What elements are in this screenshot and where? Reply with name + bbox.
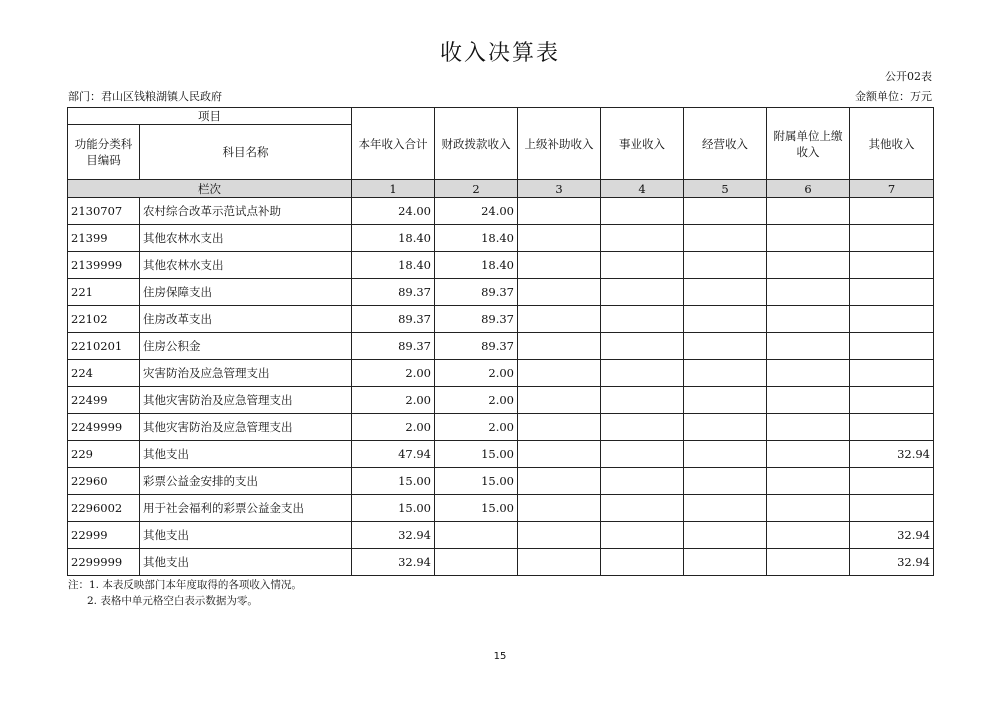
header-col-2: 财政拨款收入 — [435, 108, 518, 180]
row-name: 其他灾害防治及应急管理支出 — [140, 414, 352, 441]
row-value-col-5 — [684, 198, 767, 225]
row-name: 农村综合改革示范试点补助 — [140, 198, 352, 225]
row-value-col-7 — [850, 198, 934, 225]
row-value-col-1: 18.40 — [352, 252, 435, 279]
row-value-col-2: 89.37 — [435, 333, 518, 360]
row-value-col-1: 15.00 — [352, 468, 435, 495]
row-value-col-3 — [518, 333, 601, 360]
row-name: 其他支出 — [140, 522, 352, 549]
row-value-col-2: 24.00 — [435, 198, 518, 225]
row-value-col-7 — [850, 306, 934, 333]
header-code: 功能分类科目编码 — [68, 125, 140, 180]
row-value-col-6 — [767, 198, 850, 225]
page-number: 15 — [493, 651, 507, 662]
row-value-col-4 — [601, 468, 684, 495]
row-value-col-5 — [684, 252, 767, 279]
row-code: 2210201 — [68, 333, 140, 360]
row-value-col-6 — [767, 414, 850, 441]
row-code: 22999 — [68, 522, 140, 549]
row-code: 2296002 — [68, 495, 140, 522]
table-row — [68, 414, 934, 441]
row-code: 22499 — [68, 387, 140, 414]
income-table — [67, 107, 934, 576]
row-value-col-5 — [684, 468, 767, 495]
row-value-col-4 — [601, 387, 684, 414]
lanci-num: 4 — [601, 180, 684, 198]
row-value-col-5 — [684, 414, 767, 441]
row-value-col-6 — [767, 306, 850, 333]
row-value-col-3 — [518, 198, 601, 225]
row-code: 21399 — [68, 225, 140, 252]
row-value-col-4 — [601, 360, 684, 387]
row-value-col-2: 89.37 — [435, 279, 518, 306]
row-value-col-3 — [518, 252, 601, 279]
row-name: 住房公积金 — [140, 333, 352, 360]
row-value-col-7 — [850, 279, 934, 306]
row-value-col-4 — [601, 225, 684, 252]
lanci-num: 3 — [518, 180, 601, 198]
table-row — [68, 279, 934, 306]
table-row — [68, 198, 934, 225]
row-value-col-4 — [601, 279, 684, 306]
row-value-col-5 — [684, 306, 767, 333]
row-value-col-1: 2.00 — [352, 414, 435, 441]
row-code: 221 — [68, 279, 140, 306]
header-col-3: 上级补助收入 — [518, 108, 601, 180]
row-value-col-6 — [767, 387, 850, 414]
row-code: 22102 — [68, 306, 140, 333]
row-value-col-7 — [850, 414, 934, 441]
lanci-label: 栏次 — [68, 180, 352, 198]
table-row — [68, 387, 934, 414]
row-name: 灾害防治及应急管理支出 — [140, 360, 352, 387]
row-value-col-7 — [850, 387, 934, 414]
row-value-col-1: 47.94 — [352, 441, 435, 468]
row-value-col-4 — [601, 252, 684, 279]
row-value-col-4 — [601, 306, 684, 333]
row-value-col-2: 2.00 — [435, 387, 518, 414]
row-value-col-3 — [518, 549, 601, 576]
row-value-col-6 — [767, 279, 850, 306]
row-value-col-2 — [435, 549, 518, 576]
row-name: 其他农林水支出 — [140, 225, 352, 252]
note-2: 2. 表格中单元格空白表示数据为零。 — [87, 595, 258, 607]
row-value-col-3 — [518, 495, 601, 522]
row-value-col-7: 32.94 — [850, 522, 934, 549]
row-name: 其他灾害防治及应急管理支出 — [140, 387, 352, 414]
row-value-col-7 — [850, 333, 934, 360]
row-value-col-2: 2.00 — [435, 360, 518, 387]
lanci-num: 5 — [684, 180, 767, 198]
table-row — [68, 333, 934, 360]
table-row — [68, 441, 934, 468]
row-code: 2139999 — [68, 252, 140, 279]
row-value-col-1: 89.37 — [352, 279, 435, 306]
row-value-col-7 — [850, 360, 934, 387]
table-row — [68, 360, 934, 387]
row-value-col-1: 18.40 — [352, 225, 435, 252]
row-value-col-7 — [850, 252, 934, 279]
table-row — [68, 522, 934, 549]
row-value-col-3 — [518, 468, 601, 495]
row-value-col-4 — [601, 441, 684, 468]
row-value-col-5 — [684, 333, 767, 360]
row-value-col-2: 89.37 — [435, 306, 518, 333]
table-row — [68, 468, 934, 495]
row-name: 用于社会福利的彩票公益金支出 — [140, 495, 352, 522]
row-value-col-5 — [684, 441, 767, 468]
table-row — [68, 306, 934, 333]
row-value-col-2 — [435, 522, 518, 549]
header-col-4: 事业收入 — [601, 108, 684, 180]
table-row — [68, 549, 934, 576]
row-value-col-4 — [601, 198, 684, 225]
row-value-col-5 — [684, 549, 767, 576]
row-value-col-6 — [767, 252, 850, 279]
row-value-col-1: 89.37 — [352, 306, 435, 333]
row-value-col-4 — [601, 333, 684, 360]
row-value-col-6 — [767, 360, 850, 387]
row-value-col-3 — [518, 225, 601, 252]
row-value-col-2: 15.00 — [435, 495, 518, 522]
lanci-num: 7 — [850, 180, 934, 198]
row-value-col-2: 18.40 — [435, 252, 518, 279]
row-value-col-1: 2.00 — [352, 360, 435, 387]
row-value-col-3 — [518, 360, 601, 387]
row-value-col-1: 89.37 — [352, 333, 435, 360]
row-value-col-2: 15.00 — [435, 468, 518, 495]
row-value-col-5 — [684, 360, 767, 387]
row-value-col-4 — [601, 414, 684, 441]
row-value-col-1: 32.94 — [352, 549, 435, 576]
row-value-col-5 — [684, 495, 767, 522]
row-value-col-7 — [850, 495, 934, 522]
row-name: 其他支出 — [140, 441, 352, 468]
row-value-col-7: 32.94 — [850, 441, 934, 468]
row-value-col-5 — [684, 387, 767, 414]
header-col-7: 其他收入 — [850, 108, 934, 180]
row-value-col-6 — [767, 468, 850, 495]
row-value-col-1: 15.00 — [352, 495, 435, 522]
row-name: 其他农林水支出 — [140, 252, 352, 279]
row-value-col-7 — [850, 468, 934, 495]
row-value-col-6 — [767, 441, 850, 468]
row-name: 彩票公益金安排的支出 — [140, 468, 352, 495]
row-value-col-3 — [518, 441, 601, 468]
row-value-col-2: 18.40 — [435, 225, 518, 252]
row-code: 22960 — [68, 468, 140, 495]
row-value-col-2: 2.00 — [435, 414, 518, 441]
row-value-col-7 — [850, 225, 934, 252]
row-value-col-4 — [601, 495, 684, 522]
table-row — [68, 495, 934, 522]
department-label: 部门：君山区钱粮湖镇人民政府 — [68, 90, 222, 103]
row-code: 2299999 — [68, 549, 140, 576]
row-value-col-6 — [767, 225, 850, 252]
row-value-col-2: 15.00 — [435, 441, 518, 468]
row-value-col-5 — [684, 225, 767, 252]
table-row — [68, 225, 934, 252]
row-value-col-3 — [518, 306, 601, 333]
form-number: 公开02表 — [885, 70, 932, 83]
row-value-col-3 — [518, 414, 601, 441]
row-value-col-6 — [767, 333, 850, 360]
header-col-6: 附属单位上缴收入 — [767, 108, 850, 180]
row-code: 2249999 — [68, 414, 140, 441]
lanci-num: 2 — [435, 180, 518, 198]
row-value-col-1: 2.00 — [352, 387, 435, 414]
row-value-col-1: 24.00 — [352, 198, 435, 225]
amount-unit-label: 金额单位：万元 — [855, 90, 932, 103]
row-value-col-5 — [684, 522, 767, 549]
row-value-col-4 — [601, 522, 684, 549]
row-name: 住房保障支出 — [140, 279, 352, 306]
row-value-col-6 — [767, 495, 850, 522]
row-value-col-6 — [767, 522, 850, 549]
page-title: 收入决算表 — [439, 41, 560, 66]
header-name: 科目名称 — [140, 125, 352, 180]
row-value-col-3 — [518, 387, 601, 414]
table-row — [68, 252, 934, 279]
header-col-1: 本年收入合计 — [352, 108, 435, 180]
table-body — [68, 198, 934, 576]
row-value-col-3 — [518, 522, 601, 549]
row-value-col-6 — [767, 549, 850, 576]
row-name: 其他支出 — [140, 549, 352, 576]
row-name: 住房改革支出 — [140, 306, 352, 333]
header-col-5: 经营收入 — [684, 108, 767, 180]
header-xiangmu: 项目 — [68, 108, 352, 125]
note-1: 注：1. 本表反映部门本年度取得的各项收入情况。 — [68, 579, 302, 591]
lanci-num: 6 — [767, 180, 850, 198]
row-value-col-4 — [601, 549, 684, 576]
row-code: 224 — [68, 360, 140, 387]
row-value-col-5 — [684, 279, 767, 306]
row-value-col-7: 32.94 — [850, 549, 934, 576]
lanci-num: 1 — [352, 180, 435, 198]
notes — [68, 577, 302, 609]
row-code: 2130707 — [68, 198, 140, 225]
row-code: 229 — [68, 441, 140, 468]
row-value-col-1: 32.94 — [352, 522, 435, 549]
row-value-col-3 — [518, 279, 601, 306]
